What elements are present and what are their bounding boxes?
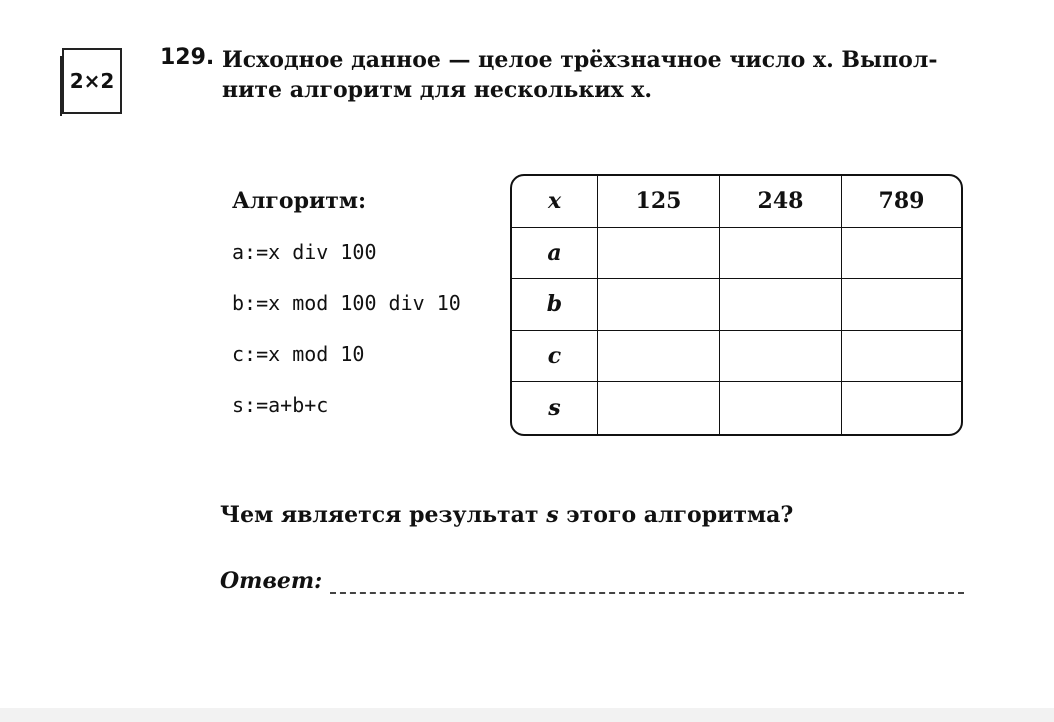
answer-cell[interactable] [598,279,720,331]
question-text-after: этого алгоритма? [558,502,794,528]
answer-cell[interactable] [720,331,842,383]
answer-cell[interactable] [842,331,961,383]
answer-cell[interactable] [720,279,842,331]
badge-label: 2×2 [69,69,115,93]
algorithm-line-b: b:=x mod 100 div 10 [232,291,461,315]
answer-cell[interactable] [720,382,842,434]
task-number: 129. [160,45,215,70]
task-statement [222,45,982,105]
answer-cell[interactable] [842,279,961,331]
answer-cell[interactable] [842,382,961,434]
answer-cell[interactable] [842,228,961,280]
row-label-b: b [512,279,598,331]
algorithm-line-a: a:=x div 100 [232,240,377,264]
answer-cell[interactable] [598,382,720,434]
algorithm-line-c: c:=x mod 10 [232,342,365,366]
page-bottom-band [0,708,1054,722]
header-value-cell: 125 [598,176,720,228]
trace-table [510,174,963,436]
question-text [220,502,793,528]
question-var: s [546,502,559,528]
header-value-cell: 789 [842,176,961,228]
answer-line[interactable] [330,592,964,594]
row-label-c: c [512,331,598,383]
header-value-cell: 248 [720,176,842,228]
task-statement-line-2: ните алгоритм для нескольких x. [222,77,653,103]
answer-cell[interactable] [720,228,842,280]
header-var-cell: x [512,176,598,228]
row-label-s: s [512,382,598,434]
algorithm-title: Алгоритм: [232,188,367,214]
answer-cell[interactable] [598,228,720,280]
question-text-before: Чем является результат [220,502,547,528]
row-label-a: a [512,228,598,280]
algorithm-line-s: s:=a+b+c [232,393,329,417]
exercise-badge [62,48,122,114]
answer-cell[interactable] [598,331,720,383]
task-statement-line-1: Исходное данное — целое трёхзначное число x. Выпол- [222,47,938,73]
answer-label: Ответ: [220,568,323,594]
